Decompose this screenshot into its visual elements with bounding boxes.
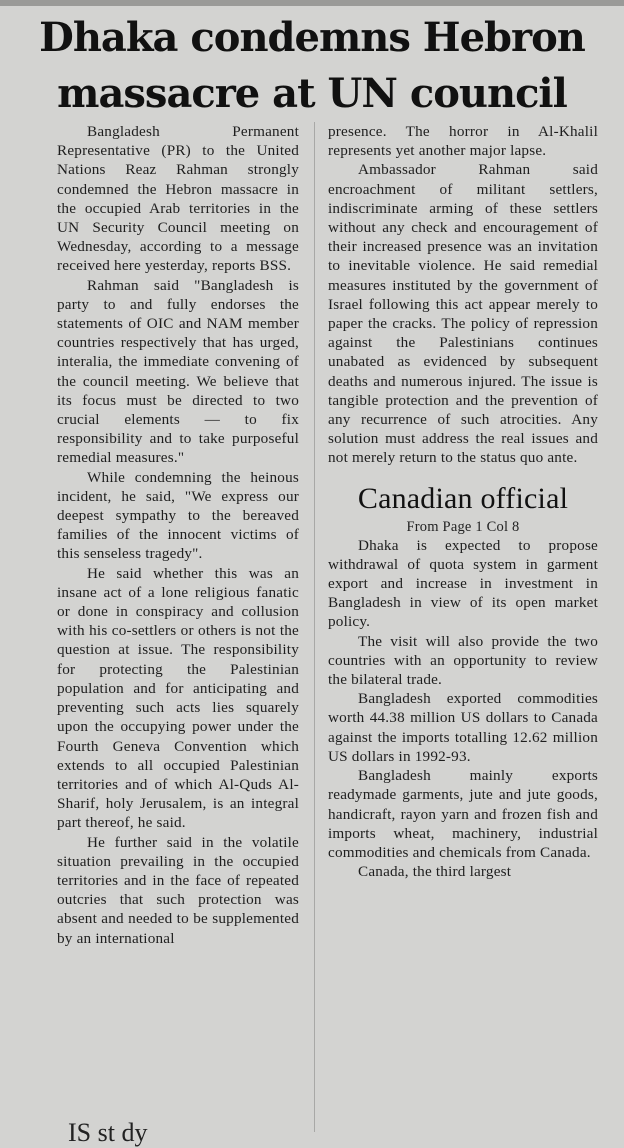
second-story-paragraph: Bangladesh mainly exports readymade garments, jute and jute goods, handicraft, rayon yarn and frozen fish and imports wheat, machinery, industrial commodities and chemicals from Canada. bbox=[328, 767, 598, 861]
second-story-paragraph: Canada, the third largest bbox=[358, 863, 512, 881]
article-paragraph: He said whether this was an insane act of a lone religious fanatic or done in conspiracy and collusion with his co-settlers or others is not the question at issue. The responsibility for protecting the Palestinian population and for anticipating and preventing such acts lies squarely upon the occupying power under the Fourth Geneva Convention which extends to all occupied Palestinian territories and of which Al-Quds Al-Sharif, holy Jerusalem, is an integral part thereof, he said. bbox=[57, 564, 299, 832]
article-paragraph: Bangladesh Permanent Representative (PR) to the United Nations Reaz Rahman strongly condemned the Hebron massacre in the occupied Arab territories in the UN Security Council meeting on Wednesday, according to a message received here yesterday, reports BSS. bbox=[57, 123, 299, 275]
article-paragraph: Ambassador Rahman said encroachment of militant settlers, indiscriminate arming of these settlers without any check and encouragement of their increased presence was an invitation to inevitable violence. He said remedial measures instituted by the government of Israel following this act appear merely to paper the cracks. The policy of repression against the Palestinians continues unabated as evidenced by subsequent deaths and numerous injured. The issue is tangible protection and the prevention of any recurrence of such atrocities. Any solution must address the real issues and not merely return to the status quo ante. bbox=[328, 161, 598, 467]
second-story-headline: Canadian official bbox=[357, 481, 569, 515]
bottom-fragment: IS st dy bbox=[68, 1118, 148, 1147]
top-strip bbox=[0, 0, 624, 6]
column-rule bbox=[314, 122, 315, 1132]
article-paragraph: He further said in the volatile situation prevailing in the occupied territories and in the face of repeated outcries that such protection was absent and needed to be supplemented by an international bbox=[57, 833, 299, 947]
article-paragraph: Rahman said "Bangladesh is party to and fully endorses the statements of OIC and NAM member countries respectively that has urged, interalia, the immediate convening of the council meeting. We believe that its focus must be directed to two crucial elements — to fix responsibility and to take purposeful remedial measures." bbox=[57, 276, 299, 467]
second-story-paragraph: Dhaka is expected to propose withdrawal of quota system in garment export and increase in investment in Bangladesh in view of its open market policy. bbox=[328, 536, 598, 631]
article-right-column bbox=[328, 122, 598, 881]
article-continuation: presence. The horror in Al-Khalil represents yet another major lapse. bbox=[328, 123, 598, 160]
second-story-paragraph: Bangladesh exported commodities worth 44.38 million US dollars to Canada against the imports totalling 12.62 million US dollars in 1992-93. bbox=[328, 690, 598, 765]
article-left-column bbox=[57, 122, 299, 948]
article-paragraph: While condemning the heinous incident, he said, "We express our deepest sympathy to the bereaved families of the innocent victims of this senseless tragedy". bbox=[57, 468, 299, 563]
headline: Dhaka condemns Hebron massacre at UN council bbox=[39, 14, 585, 117]
jump-line: From Page 1 Col 8 bbox=[406, 518, 520, 535]
second-story-paragraph: The visit will also provide the two countries with an opportunity to review the bilateral trade. bbox=[328, 632, 598, 689]
